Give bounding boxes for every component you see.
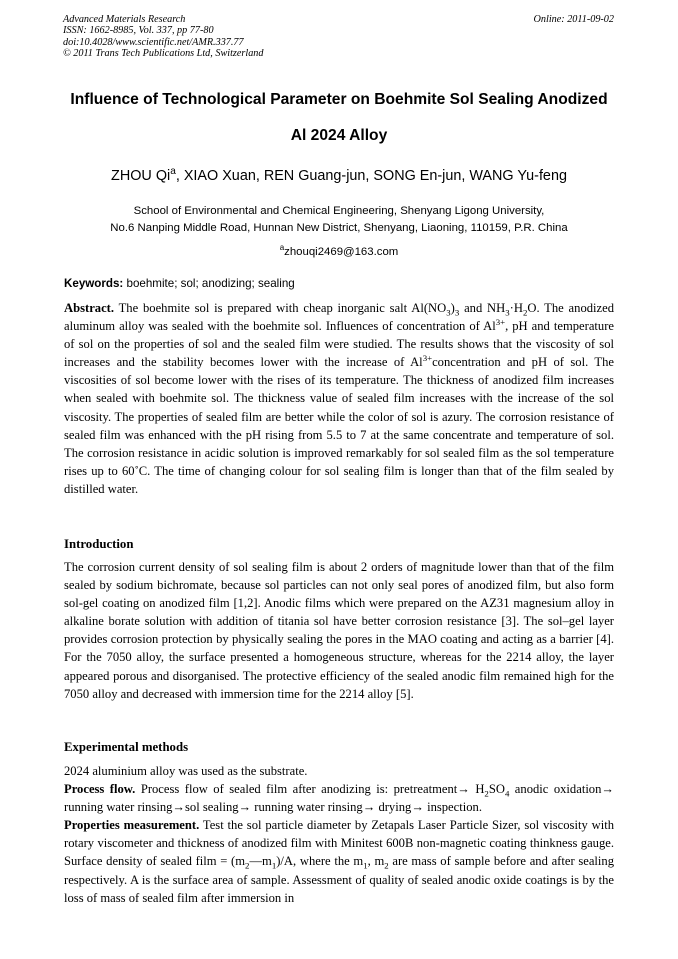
subscript: 2 [384, 860, 389, 871]
author-email [40, 243, 638, 258]
properties-text: —m [249, 854, 272, 869]
issn-line: ISSN: 1662-8985, Vol. 337, pp 77-80 [63, 25, 214, 37]
abstract-label: Abstract. [64, 301, 115, 315]
subscript: 3 [454, 307, 460, 318]
abstract-text: ) [450, 301, 455, 315]
doi-line: doi:10.4028/www.scientific.net/AMR.337.77 [63, 36, 244, 48]
abstract-text: and NH [459, 301, 506, 315]
keywords-text: boehmite; sol; anodizing; sealing [126, 277, 295, 290]
first-author: ZHOU Qi [111, 168, 171, 184]
substrate-paragraph: 2024 aluminium alloy was used as the substrate. [64, 764, 308, 778]
process-flow-text: Process flow of sealed film after anodizing is: pretreatment→ H [140, 782, 485, 797]
abstract-text: , pH and temperature of sol on the properties of sol and the sealed film were studied. The results shows that the viscosity of sol increases and the stability becomes lower with the increase of Al [64, 319, 614, 370]
abstract-paragraph [64, 299, 614, 498]
abstract-text: concentration and pH of sol. The viscosities of sol become lower with the rises of its temperature. The thickness of anodized film increases when sealed with boehmite sol. The thickness value of sealed film increases with the increase of the sol viscosity. The properties of sealed film are better while the color of sol is azury. The corrosion resistance of sealed film was enhanced with the pH rising from 5.5 to 7 at the same concentrate and temperature of sol. The corrosion resistance in acidic solution is improved remarkably for sol sealed film as the sol temperature rises up to 60˚C. The time of changing colour for sol sealing film is longer than that of the film sealed by distilled water. [64, 355, 614, 496]
copyright-line: © 2011 Trans Tech Publications Ltd, Switzerland [63, 48, 264, 60]
properties-text: , m [367, 854, 385, 869]
author-list [40, 168, 638, 184]
subscript: 1 [363, 860, 368, 871]
abstract-text: ·H [509, 301, 523, 315]
subscript: 3 [446, 307, 451, 318]
process-flow-label: Process flow. [64, 782, 136, 797]
process-flow-text: anodic oxidation→ running water rinsing→sol sealing→ running water rinsing→ drying→ inspection. [64, 782, 614, 815]
superscript: 3+ [422, 353, 433, 364]
properties-text: Test the sol particle diameter by Zetapals Laser Particle Sizer, sol viscosity with rotary viscometer and thickness of anodized film with Minitest 600B non-magnetic coating thinkness gauge. Surface density of sealed film = (m [64, 818, 615, 869]
subscript: 3 [505, 307, 510, 318]
journal-header [63, 14, 263, 60]
paper-title-line-2: Al 2024 Alloy [290, 127, 388, 144]
email-mark: a [279, 243, 285, 253]
affiliation-line-2: No.6 Nanping Middle Road, Hunnan New District, Shenyang, Liaoning, 110159, P.R. China [110, 222, 568, 234]
properties-text: are mass of sample before and after sealing respectively. A is the surface area of sample. Assessment of quality of sealed anodic oxide coatings is by the loss of mass of sealed film after immersion in [64, 854, 615, 905]
subscript: 2 [245, 860, 250, 871]
first-author-mark: a [170, 166, 176, 178]
subscript: 4 [504, 788, 510, 799]
paper-title-line-1: Influence of Technological Parameter on Boehmite Sol Sealing Anodized [70, 91, 608, 108]
online-date: Online: 2011-09-02 [533, 14, 614, 25]
affiliation-line-1: School of Environmental and Chemical Engineering, Shenyang Ligong University, [133, 205, 545, 217]
abstract-text: O. The anodized aluminum alloy was sealed with the boehmite sol. Influences of concentration of Al [64, 301, 615, 334]
superscript: 3+ [495, 316, 506, 327]
introduction-paragraph: The corrosion current density of sol sealing film is about 2 orders of magnitude lower than that of the film sealed by sodium bichromate, because sol particles can not only seal pores of anodized film, but also form sol-gel coating on anodized film [1,2]. Anodic films which were prepared on the AZ31 magnesium alloy in alkaline borate solution with addition of titania sol have better corrosion resistance [3]. The sol–gel layer provides corrosion protection by physically sealing the pores in the MAO coating and acting as a barrier [4]. For the 7050 alloy, the surface presented a homogeneous structure, whereas for the 2214 alloy, the layer appeared porous and disorganised. The protective efficiency of the sealed anodic film remained high for the 7050 alloy and decreased with immersion time for the 2214 alloy [5]. [64, 560, 614, 701]
keywords [64, 277, 616, 290]
process-flow-text: SO [488, 782, 505, 797]
process-flow-paragraph [64, 780, 614, 816]
keywords-label: Keywords: [64, 277, 124, 290]
properties-measurement-paragraph [64, 816, 614, 906]
properties-measurement-label: Properties measurement. [64, 818, 200, 833]
subscript: 2 [522, 307, 528, 318]
email-address: zhouqi2469@163.com [284, 246, 399, 258]
experimental-section [64, 762, 614, 907]
properties-text: )/A, where the m [276, 854, 364, 869]
other-authors: , XIAO Xuan, REN Guang-jun, SONG En-jun, WANG Yu-feng [175, 168, 567, 184]
abstract-text: The boehmite sol is prepared with cheap inorganic salt Al(NO [118, 301, 447, 315]
introduction-heading: Introduction [64, 537, 134, 551]
subscript: 1 [271, 860, 277, 871]
journal-name: Advanced Materials Research [63, 14, 186, 25]
subscript: 2 [484, 788, 489, 799]
experimental-heading: Experimental methods [64, 740, 189, 754]
